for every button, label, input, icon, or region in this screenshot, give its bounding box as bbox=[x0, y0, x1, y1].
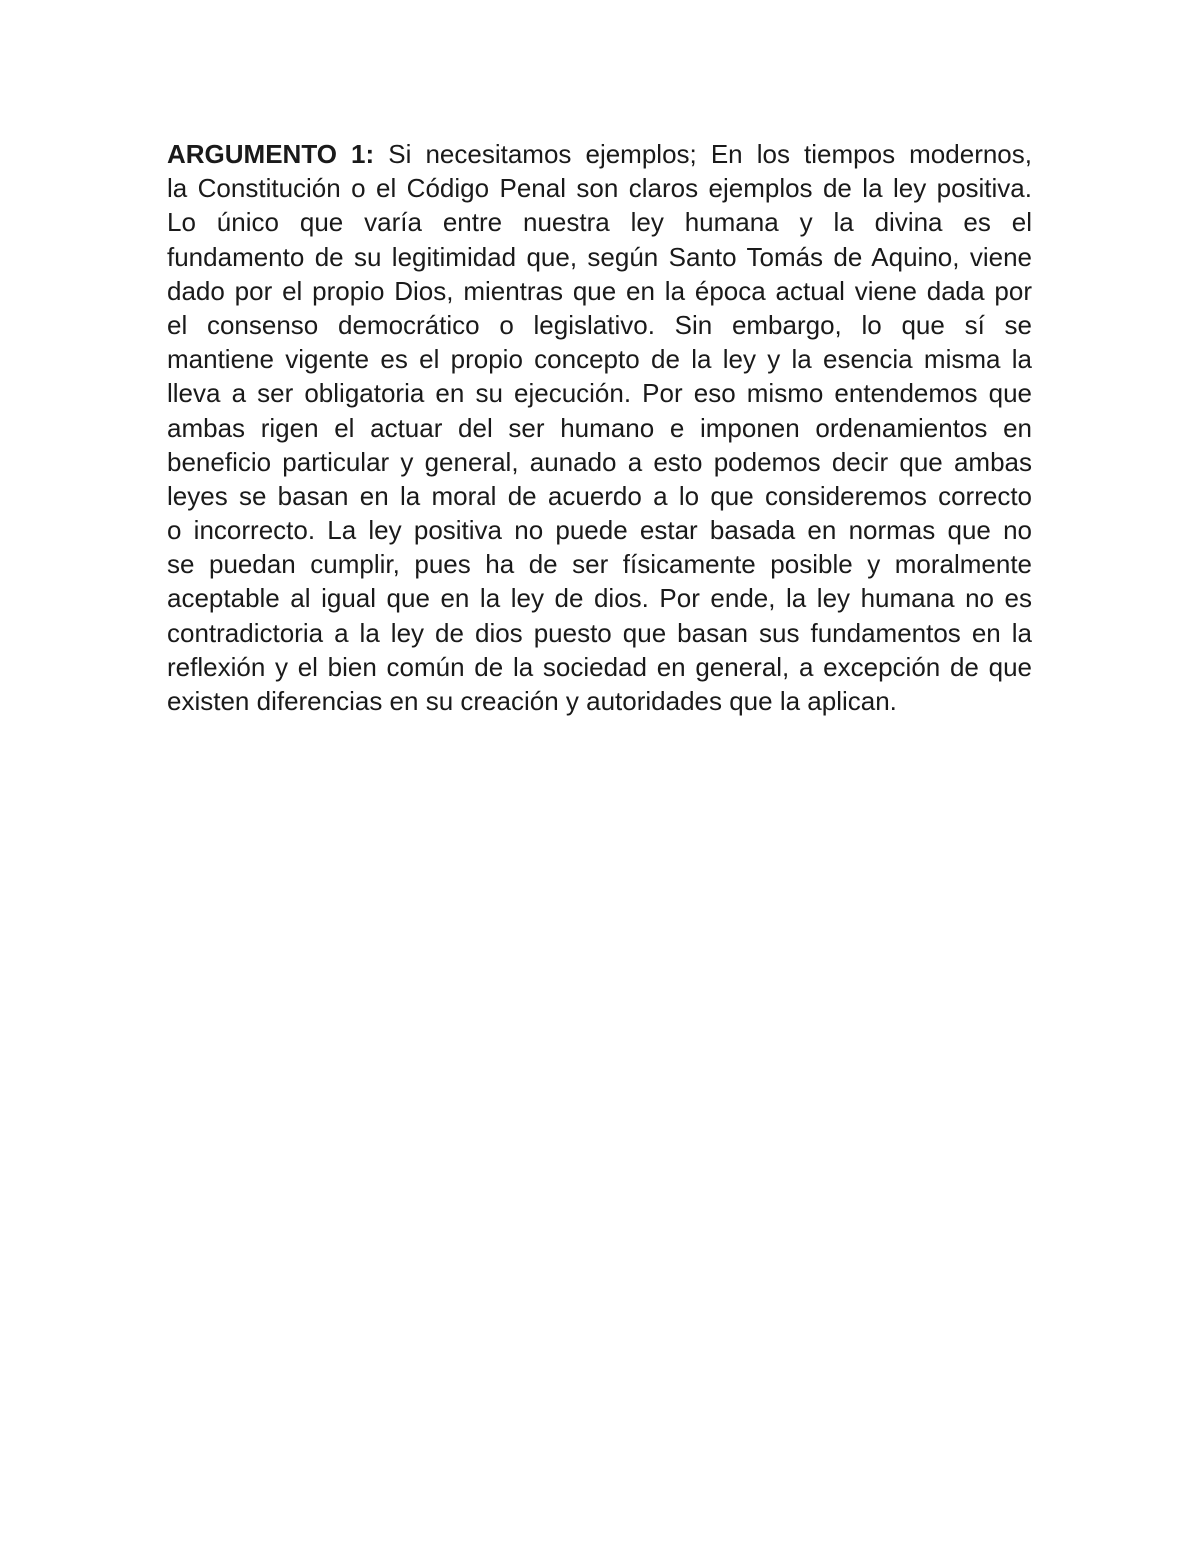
paragraph-line: o incorrecto. La ley positiva no puede estar basada en normas que no bbox=[167, 515, 1032, 546]
paragraph-line: reflexión y el bien común de la sociedad en general, a excepción de que bbox=[167, 651, 1032, 682]
paragraph-line: la Constitución o el Código Penal son claros ejemplos de la ley positiva. bbox=[167, 173, 1032, 204]
paragraph-line: beneficio particular y general, aunado a esto podemos decir que ambas bbox=[167, 446, 1032, 477]
paragraph-line: el consenso democrático o legislativo. Sin embargo, lo que sí se bbox=[167, 309, 1032, 340]
paragraph-line: existen diferencias en su creación y autoridades que la aplican. bbox=[167, 686, 897, 716]
paragraph-line: aceptable al igual que en la ley de dios. Por ende, la ley humana no es bbox=[167, 583, 1032, 614]
paragraph-line: se puedan cumplir, pues ha de ser físicamente posible y moralmente bbox=[167, 549, 1032, 580]
paragraph-line bbox=[167, 137, 1032, 171]
paragraph-line: dado por el propio Dios, mientras que en la época actual viene dada por bbox=[167, 275, 1032, 306]
paragraph-line: mantiene vigente es el propio concepto de la ley y la esencia misma la bbox=[167, 344, 1032, 375]
paragraph-line: fundamento de su legitimidad que, según Santo Tomás de Aquino, viene bbox=[167, 241, 1032, 272]
paragraph-line: Lo único que varía entre nuestra ley humana y la divina es el bbox=[167, 207, 1032, 238]
paragraph-line: contradictoria a la ley de dios puesto que basan sus fundamentos en la bbox=[167, 617, 1032, 648]
argument-heading: ARGUMENTO 1: bbox=[167, 139, 375, 169]
paragraph-line-text: Si necesitamos ejemplos; En los tiempos modernos, bbox=[374, 139, 1032, 169]
paragraph-line: ambas rigen el actuar del ser humano e imponen ordenamientos en bbox=[167, 412, 1032, 443]
argument-paragraph bbox=[167, 137, 1032, 718]
paragraph-line: leyes se basan en la moral de acuerdo a lo que consideremos correcto bbox=[167, 480, 1032, 511]
paragraph-line: lleva a ser obligatoria en su ejecución. Por eso mismo entendemos que bbox=[167, 378, 1032, 409]
